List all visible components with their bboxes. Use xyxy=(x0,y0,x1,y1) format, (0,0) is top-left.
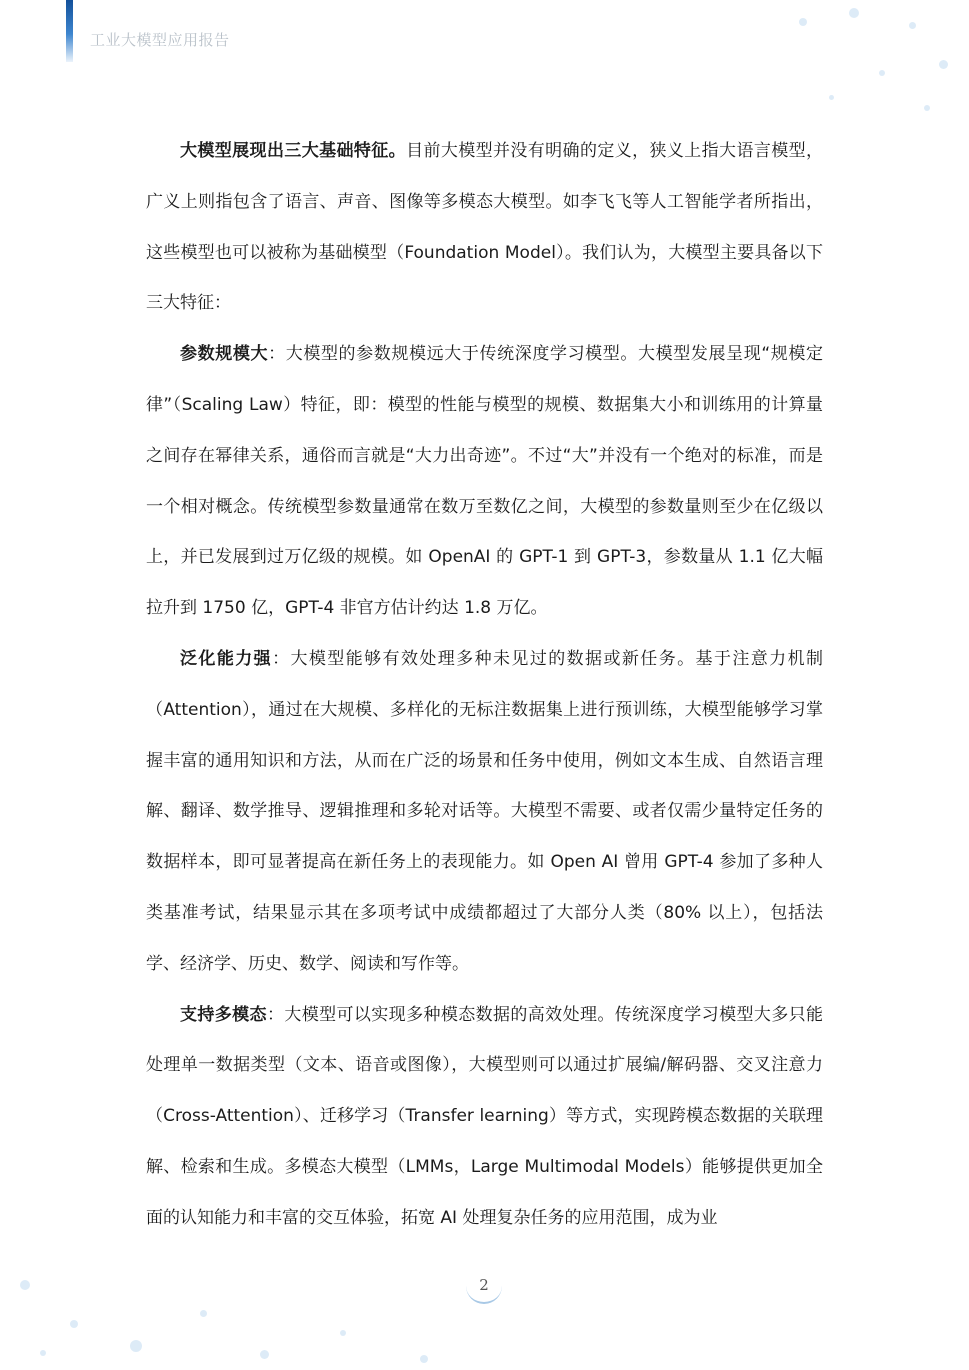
paragraph-text: ：大模型能够有效处理多种未见过的数据或新任务。基于注意力机制（Attention），通过在大规模、多样化的无标注数据集上进行预训练，大模型能够学习掌握丰富的通用知识和方法，从而在广泛的场景和任务中使用，例如文本生成、自然语言理解、翻译、数学推导、逻辑推理和多轮对话等。大模型不需要、或者仅需少量特定任务的数据样本，即可显著提高在新任务上的表现能力。如 Open AI 曾用 GPT-4 参加了多种人类基准考试，结果显示其在多项考试中成绩都超过了大部分人类（80% 以上），包括法学、经济学、历史、数学、阅读和写作等。 xyxy=(146,648,824,974)
paragraph-generalization xyxy=(146,634,823,990)
paragraph-text: 目前大模型并没有明确的定义，狭义上指大语言模型，广义上则指包含了语言、声音、图像等多模态大模型。如李飞飞等人工智能学者所指出，这些模型也可以被称为基础模型（Foundation Model）。我们认为，大模型主要具备以下三大特征： xyxy=(146,141,824,314)
paragraph-large-parameters xyxy=(146,329,823,634)
body-text xyxy=(146,126,823,1244)
paragraph-lead: 支持多模态 xyxy=(180,1004,267,1025)
paragraph-multimodal xyxy=(146,990,823,1244)
header-accent-bar xyxy=(66,0,73,62)
paragraph-text: ：大模型可以实现多种模态数据的高效处理。传统深度学习模型大多只能处理单一数据类型（文本、语音或图像），大模型则可以通过扩展编/解码器、交叉注意力（Cross-Attention）、迁移学习（Transfer learning）等方式，实现跨模态数据的关联理解、检索和生成。多模态大模型（LMMs，Large Multimodal Models）能够提供更加全面的认知能力和丰富的交互体验，拓宽 AI 处理复杂任务的应用范围，成为业 xyxy=(146,1004,824,1228)
paragraph-text: ：大模型的参数规模远大于传统深度学习模型。大模型发展呈现“规模定律”（Scaling Law）特征，即：模型的性能与模型的规模、数据集大小和训练用的计算量之间存在幂律关系，通俗而言就是“大力出奇迹”。不过“大”并没有一个绝对的标准，而是一个相对概念。传统模型参数量通常在数万至数亿之间，大模型的参数量则至少在亿级以上，并已发展到过万亿级的规模。如 OpenAI 的 GPT-1 到 GPT-3，参数量从 1.1 亿大幅拉升到 1750 亿，GPT-4 非官方估计约达 1.8 万亿。 xyxy=(146,344,824,619)
page-number-arc-decoration xyxy=(466,1286,502,1304)
decorative-dots-top-right xyxy=(739,0,969,130)
paragraph-lead: 参数规模大 xyxy=(180,344,269,365)
running-header: 工业大模型应用报告 xyxy=(90,31,230,49)
paragraph-lead: 大模型展现出三大基础特征。 xyxy=(180,141,407,161)
paragraph-features-intro xyxy=(146,126,823,329)
page-number: 2 xyxy=(479,1276,489,1294)
paragraph-lead: 泛化能力强 xyxy=(180,648,273,669)
